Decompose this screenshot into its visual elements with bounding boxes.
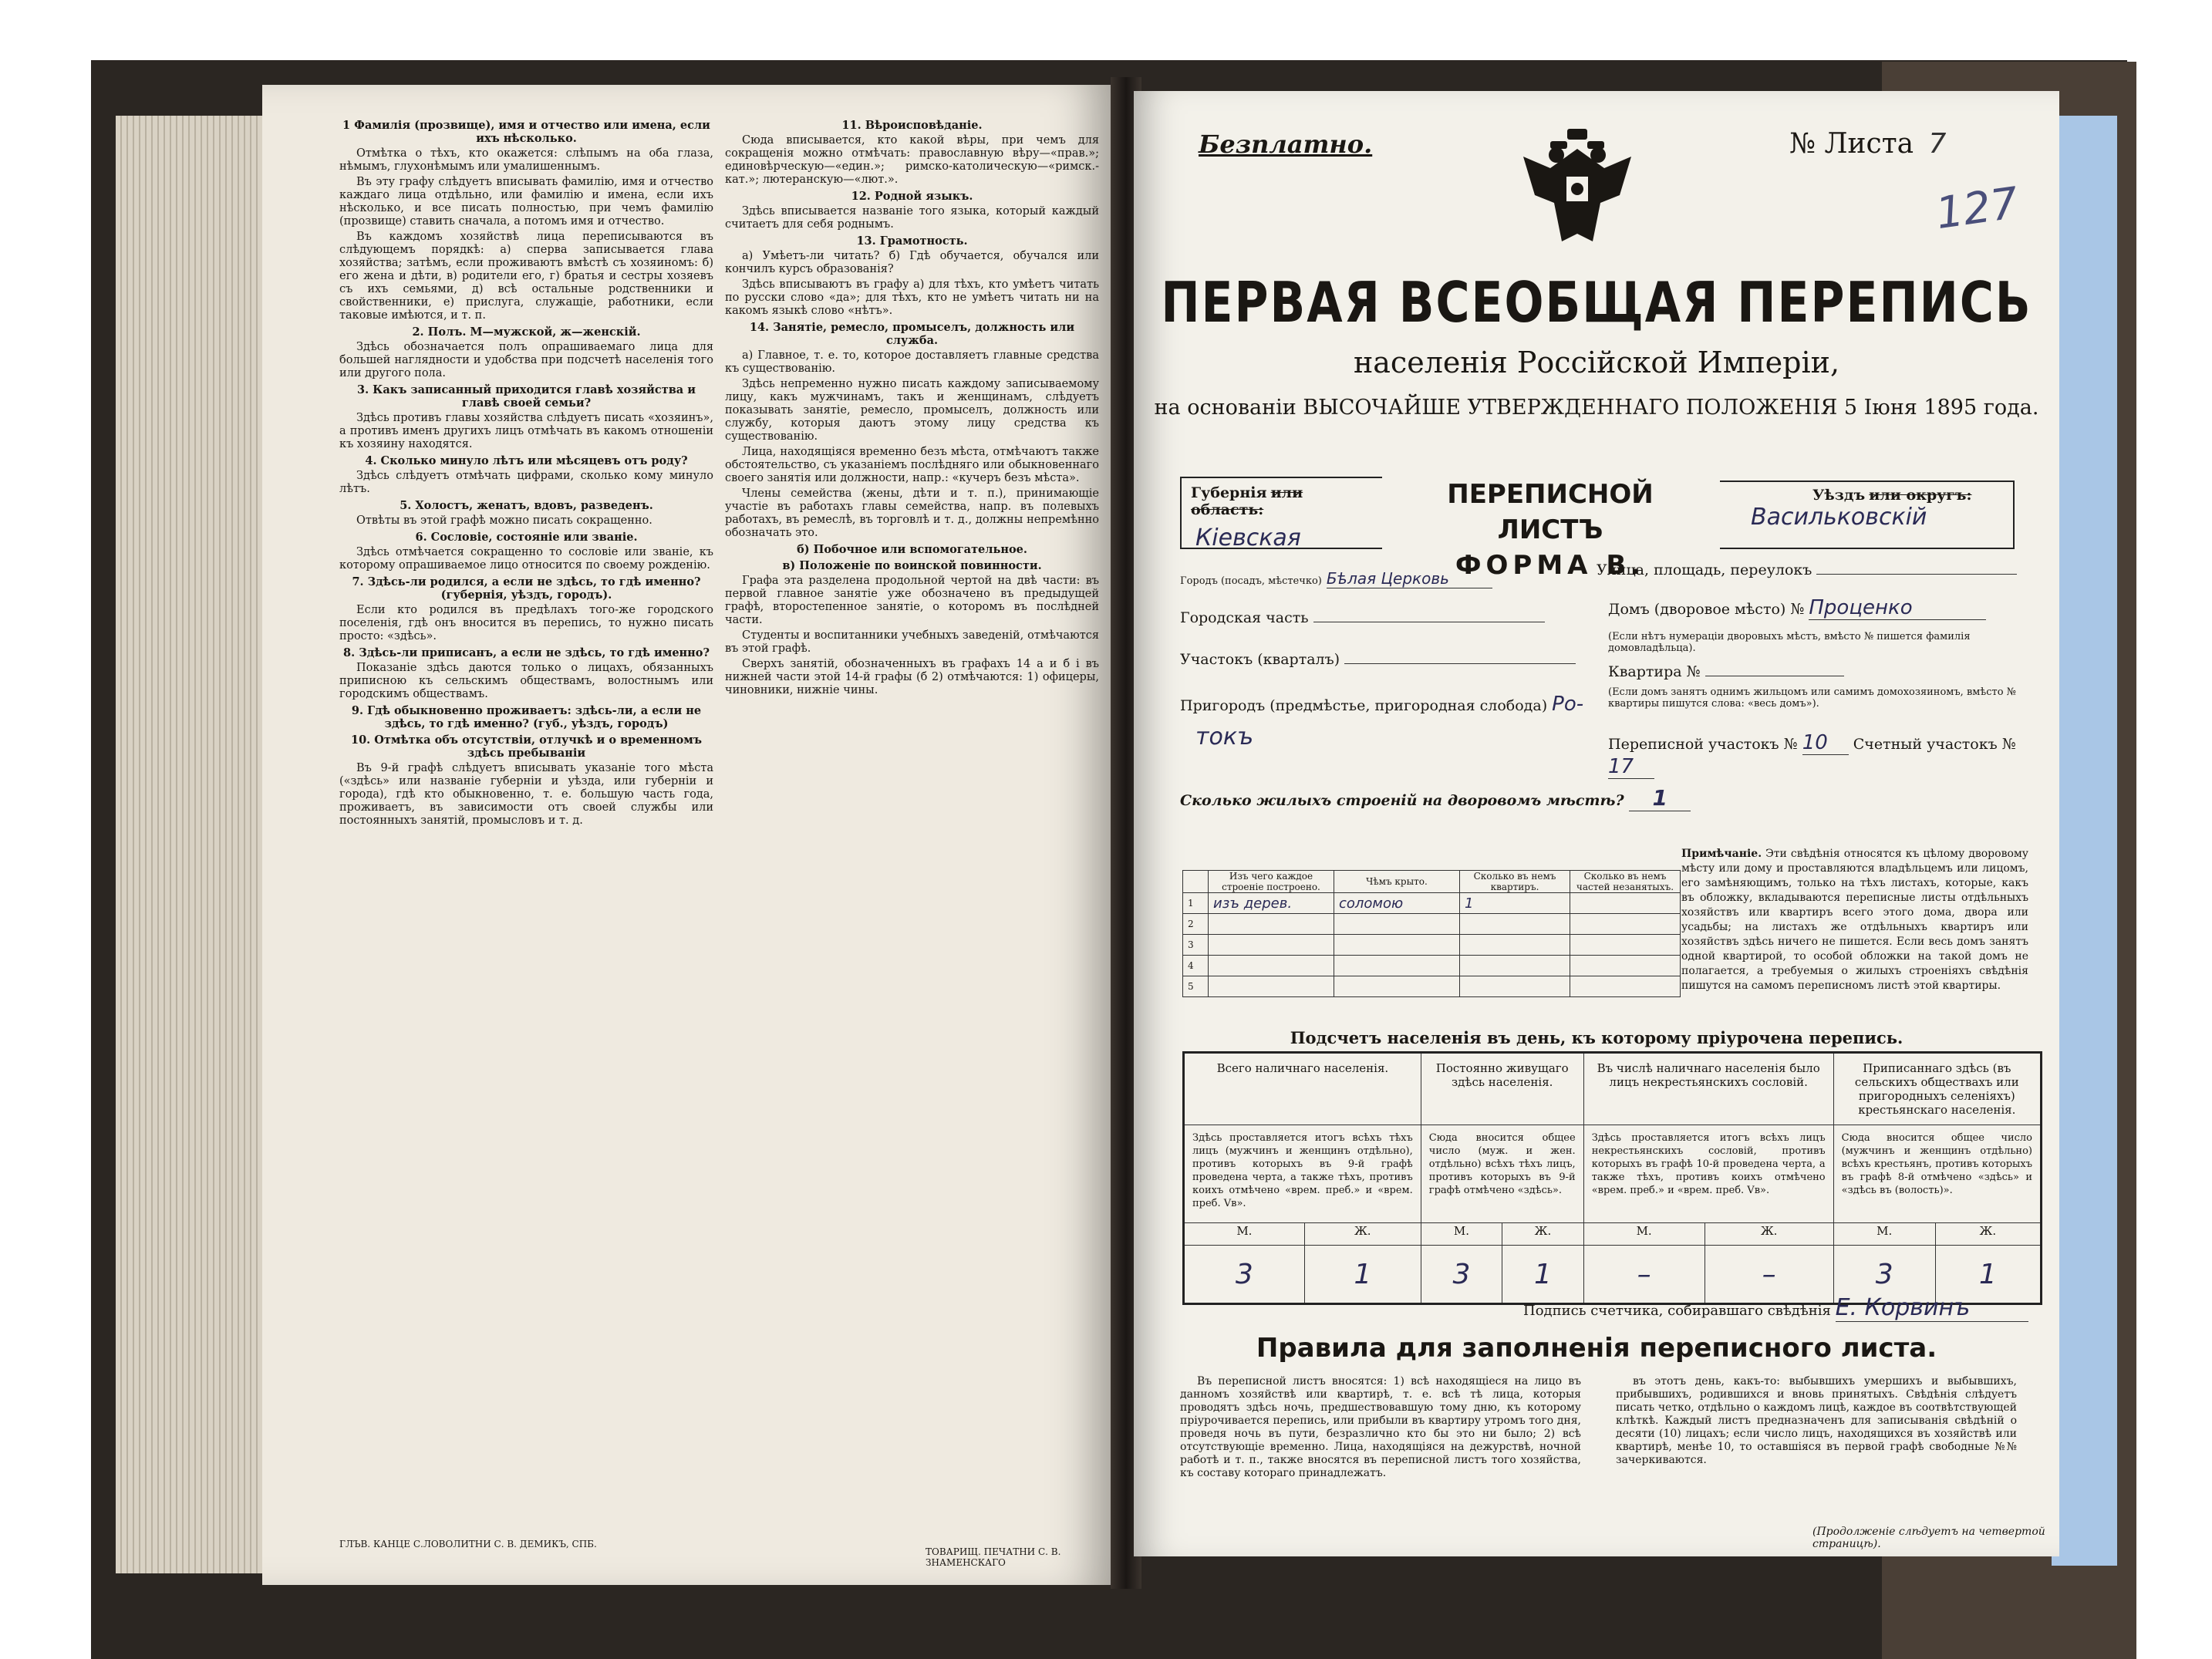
population-value-cell: 3	[1833, 1246, 1935, 1304]
buildings-row	[1180, 785, 1691, 811]
instruction-paragraph: Сюда вписывается, кто какой вѣры, при чемъ для сокращенія можно отмѣчать: православную вѣру—«прав.»; единовѣрческую—«един.»; римско-католическую—«римск.-кат.»; лютеранскую—«лют.».	[725, 134, 1099, 186]
population-value-cell: 1	[1935, 1246, 2041, 1304]
province-box	[1180, 477, 1382, 549]
census-district-value: 10	[1802, 731, 1849, 755]
district-value: Васильковскій	[1751, 504, 1927, 531]
house-value: Проценко	[1809, 596, 1986, 620]
instruction-paragraph: Показаніе здѣсь даются только о лицахъ, обязанныхъ приписною къ сельскимъ обществамъ, волостнымъ или городскимъ обществамъ.	[339, 662, 713, 700]
district-box	[1720, 481, 2015, 549]
rules-continuation: (Продолженіе слѣдуетъ на четвертой страницѣ).	[1812, 1526, 2045, 1550]
province-label: Губернія	[1191, 484, 1267, 501]
signature-label: Подпись счетчика, собиравшаго свѣдѣнія	[1523, 1303, 1831, 1319]
buildings-cell	[1460, 914, 1570, 935]
instruction-paragraph: Здѣсь вписываютъ въ графу а) для тѣхъ, кто умѣетъ читать по русски слово «да»; для тѣхъ, кто не умѣетъ читать ни на какомъ языкѣ слово «нѣтъ».	[725, 278, 1099, 317]
rules-column-right	[1616, 1375, 2017, 1467]
buildings-cell	[1460, 956, 1570, 976]
section-heading: 8. Здѣсь-ли приписанъ, а если не здѣсь, то гдѣ именно?	[343, 646, 710, 659]
buildings-cell	[1334, 976, 1460, 997]
sheet-number	[1789, 128, 1946, 160]
buildings-note	[1681, 847, 2028, 993]
buildings-header-cell: Изъ чего каждое строеніе построено.	[1209, 871, 1334, 893]
section-heading: 2. Полъ. М—мужской, ж—женскій.	[412, 325, 641, 339]
section-heading: 14. Занятіе, ремесло, промыселъ, должность или служба.	[749, 321, 1075, 347]
census-title: ПЕРВАЯ ВСЕОБЩАЯ ПЕРЕПИСЬ	[1161, 271, 2032, 336]
buildings-cell: 1	[1183, 893, 1209, 914]
free-of-charge-label: Безплатно.	[1199, 130, 1373, 159]
buildings-cell	[1209, 914, 1334, 935]
instructions-column-left	[339, 116, 713, 830]
instruction-paragraph: Отмѣтка о тѣхъ, кто окажется: слѣпымъ на оба глаза, нѣмымъ, глухонѣмымъ или умалишеннымъ.	[339, 147, 713, 173]
population-value-cell: 1	[1502, 1246, 1583, 1304]
province-label-struck: или область:	[1191, 484, 1303, 518]
sex-column-header: Ж.	[1705, 1223, 1833, 1246]
census-subtitle: населенія Россійской Имперіи,	[1353, 346, 1840, 379]
population-description-cell: Сюда вносится общее число (мужчинъ и женщинъ отдѣльно) всѣхъ крестьянъ, противъ которыхъ въ графѣ 8-й отмѣчено «здѣсь» и «здѣсь въ (волость)».	[1833, 1125, 2041, 1223]
table-row	[1183, 976, 1681, 997]
buildings-cell: 4	[1183, 956, 1209, 976]
suburb-row	[1180, 693, 1583, 716]
house-row	[1608, 596, 1986, 620]
instruction-paragraph: Сверхъ занятій, обозначенныхъ въ графахъ 14 а и б і въ нижней части этой 14-й графы (б 2) отмѣчаются: 1) офицеры, чиновники, нижніе чины.	[725, 658, 1099, 696]
count-district-label: Счетный участокъ №	[1853, 736, 2016, 753]
house-note: (Если нѣтъ нумераціи дворовыхъ мѣстъ, вмѣсто № пишется фамилія домовладѣльца).	[1608, 631, 1971, 654]
street-row	[1597, 561, 2017, 578]
instruction-paragraph: а) Умѣетъ-ли читать? б) Гдѣ обучается, обучался или кончилъ курсъ образованія?	[725, 250, 1099, 275]
table-row	[1183, 956, 1681, 976]
sex-column-header: Ж.	[1304, 1223, 1421, 1246]
buildings-cell	[1570, 935, 1681, 956]
instruction-paragraph: Если кто родился въ предѣлахъ того-же городского поселенія, гдѣ онъ вносится въ перепись, то нужно писать просто: «здѣсь».	[339, 604, 713, 642]
census-form-page	[1134, 91, 2059, 1556]
table-row	[1183, 914, 1681, 935]
suburb-value-line1: Ро-	[1552, 693, 1584, 716]
note-label: Примѣчаніе.	[1681, 848, 1762, 860]
section-heading: 11. Вѣроисповѣданіе.	[841, 119, 983, 132]
population-value-cell: 3	[1421, 1246, 1502, 1304]
population-description-cell: Сюда вносится общее число (муж. и жен. отдѣльно) всѣхъ тѣхъ лицъ, противъ которыхъ въ 9-й графѣ отмѣчено «здѣсь».	[1421, 1125, 1583, 1223]
population-description-cell: Здѣсь проставляется итогъ всѣхъ тѣхъ лицъ (мужчинъ и женщинъ отдѣльно), противъ которыхъ въ 9-й графѣ проведена черта, а также тѣхъ, противъ коихъ отмѣчено «врем. преб.» и «врем. преб. Vв».	[1184, 1125, 1421, 1223]
instruction-paragraph: Здѣсь противъ главы хозяйства слѣдуетъ писать «хозяинъ», а противъ именъ другихъ лицъ отмѣчать въ какомъ отношеніи къ хозяину находятся.	[339, 412, 713, 450]
buildings-cell	[1209, 956, 1334, 976]
buildings-cell	[1334, 935, 1460, 956]
sex-column-header: Ж.	[1502, 1223, 1583, 1246]
buildings-header-cell	[1183, 871, 1209, 893]
population-count-title: Подсчетъ населенія въ день, къ которому пріурочена перепись.	[1290, 1028, 1903, 1047]
population-value-cell: –	[1705, 1246, 1833, 1304]
buildings-cell: 3	[1183, 935, 1209, 956]
sex-column-header: М.	[1184, 1223, 1305, 1246]
section-heading: 12. Родной языкъ.	[851, 190, 973, 203]
precinct-row	[1180, 651, 1576, 668]
left-page-instructions	[262, 85, 1118, 1585]
population-value-cell: 3	[1184, 1246, 1305, 1304]
instructions-column-right	[725, 116, 1099, 700]
blue-backing-sheet	[2052, 116, 2117, 1566]
sheet-number-value: 7	[1928, 128, 1947, 160]
table-row	[1183, 935, 1681, 956]
population-value-cell: –	[1583, 1246, 1705, 1304]
population-description-cell: Здѣсь проставляется итогъ всѣхъ лицъ некрестьянскихъ сословій, противъ которыхъ въ графѣ 10-й проведена черта, а также тѣхъ, противъ коихъ отмѣчено «врем. преб.» и «врем. преб. Vв».	[1583, 1125, 1833, 1223]
population-header-cell: Постоянно живущаго здѣсь населенія.	[1421, 1053, 1583, 1125]
census-district-row	[1608, 731, 2059, 779]
count-district-value: 17	[1608, 755, 1654, 779]
instruction-paragraph: Здѣсь слѣдуетъ отмѣчать цифрами, сколько кому минуло лѣтъ.	[339, 470, 713, 495]
book-page-edges	[116, 116, 278, 1573]
buildings-table	[1182, 870, 1681, 997]
town-label: Городъ (посадъ, мѣстечко)	[1180, 575, 1322, 587]
instruction-paragraph: Здѣсь отмѣчается сокращенно то сословіе или званіе, къ которому опрашиваемое лицо относится по своему рожденію.	[339, 546, 713, 572]
rules-text-right: въ этотъ день, какъ-то: выбывшихъ умершихъ и выбывшихъ, прибывшихъ, родившихся и вновь принятыхъ. Свѣдѣнія слѣдуетъ писать четко, отдѣльно о каждомъ лицѣ, каждое въ соотвѣтствующей клѣткѣ. Каждый листъ предназначенъ для записыванія свѣдѣній о десяти (10) лицахъ; если число лицъ, находящихся въ хозяйствѣ или квартирѣ, менѣе 10, то оставшіяся въ первой графѣ свободные №№ зачеркиваются.	[1616, 1375, 2017, 1466]
buildings-value: 1	[1629, 785, 1691, 811]
note-text: Эти свѣдѣнія относятся къ цѣлому дворовому мѣсту или дому и проставляются владѣльцемъ или лицомъ, его замѣняющимъ, только на тѣхъ листахъ, которые, какъ въ обложку, вкладываются переписные листы отдѣльныхъ хозяйствъ или квартиръ всего этого дома, двора или усадьбы; на листахъ же отдѣльныхъ квартиръ или хозяйствъ здѣсь ничего не пишется. Если весь домъ занятъ одной квартирой, то особой обложки на такой домъ не полагается, а требуемыя о жилыхъ строеніяхъ свѣдѣнія пишутся на самомъ переписномъ листѣ этой квартиры.	[1681, 848, 2029, 992]
section-heading: 7. Здѣсь-ли родился, а если не здѣсь, то гдѣ именно? (губернія, уѣздъ, городъ).	[352, 575, 701, 602]
rules-column-left	[1180, 1375, 1581, 1480]
buildings-label: Сколько жилыхъ строеній на дворовомъ мѣстѣ?	[1180, 792, 1624, 809]
instruction-paragraph: Въ каждомъ хозяйствѣ лица переписываются въ слѣдующемъ порядкѣ: а) сперва записывается глава хозяйства; затѣмъ, если проживаютъ вмѣстѣ съ хозяиномъ: б) его жена и дѣти, в) родители его, г) братья и сестры хозяевъ съ ихъ семьями, д) всѣ остальные родственники и свойственники, е) прислуга, служащіе, работники, если таковые имѣются, и т. п.	[339, 231, 713, 322]
instruction-paragraph: Здѣсь вписывается названіе того языка, который каждый считаетъ для себя роднымъ.	[725, 205, 1099, 231]
section-heading: 3. Какъ записанный приходится главѣ хозяйства и главѣ своей семьи?	[357, 383, 696, 410]
buildings-cell	[1334, 914, 1460, 935]
apartment-note: (Если домъ занятъ однимъ жильцомъ или самимъ домохозяиномъ, вмѣсто № квартиры пишутся слова: «весь домъ»).	[1608, 686, 2016, 710]
instruction-paragraph: Здѣсь непременно нужно писать каждому записываемому лицу, какъ мужчинамъ, такъ и женщинамъ, слѣдуетъ показывать занятіе, ремесло, промыселъ, должность или службу, которыя даютъ этому лицу средства къ существованію.	[725, 378, 1099, 443]
census-district-label: Переписной участокъ №	[1608, 736, 1798, 753]
population-value-cell: 1	[1304, 1246, 1421, 1304]
instruction-paragraph: Лица, находящіяся временно безъ мѣста, отмѣчаютъ также обстоятельство, съ указаніемъ послѣдняго или обыкновеннаго своего занятія или должности, напр.: «кучеръ безъ мѣста».	[725, 446, 1099, 484]
instruction-paragraph: Отвѣты въ этой графѣ можно писать сокращенно.	[356, 514, 652, 527]
city-part-label: Городская часть	[1180, 609, 1309, 626]
instruction-paragraph: Здѣсь обозначается полъ опрашиваемаго лица для большей наглядности и удобства при подсчетѣ населенія того или другого пола.	[339, 341, 713, 379]
instruction-paragraph: Графа эта разделена продольной чертой на двѣ части: въ первой главное занятіе уже обозначено въ предыдущей графѣ, второстепенное занятіе, о которомъ въ послѣдней части.	[725, 575, 1099, 626]
rules-text-left: Въ переписной листъ вносятся: 1) всѣ находящіеся на лицо въ данномъ хозяйствѣ или квартирѣ, т. е. всѣ тѣ лица, которыя проводятъ здѣсь ночь, предшествовавшую тому дню, къ которому пріурочивается перепись, или прибыли въ квартиру утромъ того дня, проведя ночь въ пути, безразлично кто бы это ни было; 2) всѣ отсутствующіе временно. Лица, находящіяся на дежурствѣ, ночной работѣ и т. п., также вносятся въ переписной листъ того хозяйства, къ составу котораго принадлежатъ.	[1180, 1375, 1581, 1479]
buildings-cell	[1570, 914, 1681, 935]
buildings-cell	[1209, 976, 1334, 997]
instruction-paragraph: а) Главное, т. е. то, которое доставляетъ главные средства къ существованію.	[725, 349, 1099, 375]
city-part-row	[1180, 609, 1545, 626]
buildings-cell	[1570, 893, 1681, 914]
instruction-paragraph: Въ 9-й графѣ слѣдуетъ вписывать указаніе того мѣста («здѣсь» или названіе губерніи и уѣзда, или губерніи и города), гдѣ кто обыкновенно, т. е. большую часть года, проживаетъ, въ зависимости отъ своей службы или постоянныхъ занятій, промысловъ и т. д.	[339, 762, 713, 827]
buildings-cell	[1209, 935, 1334, 956]
signature-value: Е. Корвинъ	[1836, 1294, 2028, 1322]
buildings-cell: 5	[1183, 976, 1209, 997]
suburb-value-line2: токъ	[1195, 723, 1254, 750]
buildings-cell: соломою	[1334, 893, 1460, 914]
right-column-printer-footer: ТОВАРИЩ. ПЕЧАТНИ С. В. ЗНАМЕНСКАГО	[926, 1546, 1061, 1568]
section-heading: 13. Грамотность.	[856, 234, 968, 248]
table-row	[1183, 893, 1681, 914]
town-value: Бѣлая Церковь	[1327, 569, 1492, 588]
buildings-cell	[1570, 956, 1681, 976]
town-row	[1180, 569, 1492, 588]
province-value: Кіевская	[1195, 524, 1301, 551]
left-page-printer-footer: ГЛЪВ. КАНЦЕ С.ЛОВОЛИТНИ С. В. ДЕМИКЪ, СПБ.	[339, 1539, 597, 1549]
instruction-paragraph: Въ эту графу слѣдуетъ вписывать фамилію, имя и отчество каждаго лица отдѣльно, или фамилію и имена, если ихъ нѣсколько, и все писать полностью, при чемъ фамилію (прозвище) ставить сначала, а потомъ имя и отчество.	[339, 176, 713, 228]
sex-column-header: М.	[1421, 1223, 1502, 1246]
buildings-cell	[1570, 976, 1681, 997]
buildings-cell: 2	[1183, 914, 1209, 935]
rules-title: Правила для заполненія переписного листа.	[1256, 1333, 1937, 1364]
buildings-header-cell: Чѣмъ крыто.	[1334, 871, 1460, 893]
buildings-header-cell: Сколько въ немъ частей незанятыхъ.	[1570, 871, 1681, 893]
precinct-label: Участокъ (кварталъ)	[1180, 651, 1340, 668]
house-label: Домъ (дворовое мѣсто) №	[1608, 601, 1805, 618]
buildings-cell	[1334, 956, 1460, 976]
buildings-cell	[1460, 976, 1570, 997]
district-label: Уѣздъ	[1812, 487, 1866, 504]
section-heading: 5. Холостъ, женатъ, вдовъ, разведенъ.	[400, 499, 653, 512]
sex-column-header: М.	[1583, 1223, 1705, 1246]
section-heading: 6. Сословіе, состояніе или званіе.	[415, 531, 638, 544]
population-header-cell: Приписаннаго здѣсь (въ сельскихъ обществахъ или пригородныхъ селеніяхъ) крестьянскаго населенія.	[1833, 1053, 2041, 1125]
imperial-eagle-emblem	[1519, 126, 1635, 249]
population-count-table	[1182, 1051, 2042, 1305]
census-basis: на основаніи ВЫСОЧАЙШЕ УТВЕРЖДЕННАГО ПОЛОЖЕНІЯ 5 Іюня 1895 года.	[1154, 396, 2039, 420]
form-title-line2: ФОРМА В.	[1455, 550, 1646, 581]
apartment-label: Квартира №	[1608, 663, 1701, 680]
buildings-cell: изъ дерев.	[1209, 893, 1334, 914]
section-heading: в) Положеніе по воинской повинности.	[782, 559, 1042, 572]
enumerator-signature-row	[1523, 1294, 2028, 1322]
section-heading: 1 Фамилія (прозвище), имя и отчество или имена, если ихъ нѣсколько.	[342, 119, 710, 145]
buildings-cell: 1	[1460, 893, 1570, 914]
street-label: Улица, площадь, переулокъ	[1597, 561, 1812, 578]
buildings-header-cell: Сколько въ немъ квартиръ.	[1460, 871, 1570, 893]
form-title-line1: ПЕРЕПИСНОЙ ЛИСТЪ	[1447, 479, 1654, 545]
section-heading: б) Побочное или вспомогательное.	[797, 543, 1027, 556]
population-header-cell: Всего наличнаго населенія.	[1184, 1053, 1421, 1125]
section-heading: 4. Сколько минуло лѣтъ или мѣсяцевъ отъ роду?	[365, 454, 688, 467]
archive-page-number: 127	[1932, 177, 2021, 240]
sheet-number-label: № Листа	[1789, 128, 1914, 160]
buildings-cell	[1460, 935, 1570, 956]
apartment-row	[1608, 663, 1844, 680]
section-heading: 10. Отмѣтка объ отсутствіи, отлучкѣ и о временномъ здѣсь пребываніи	[351, 733, 702, 760]
instruction-paragraph: Студенты и воспитанники учебныхъ заведеній, отмѣчаются въ этой графѣ.	[725, 629, 1099, 655]
sex-column-header: Ж.	[1935, 1223, 2041, 1246]
sex-column-header: М.	[1833, 1223, 1935, 1246]
suburb-label: Пригородъ (предмѣстье, пригородная слобода)	[1180, 697, 1548, 714]
district-label-struck: или округъ:	[1869, 487, 1972, 504]
population-header-cell: Въ числѣ наличнаго населенія было лицъ некрестьянскихъ сословій.	[1583, 1053, 1833, 1125]
instruction-paragraph: Члены семейства (жены, дѣти и т. п.), принимающіе участіе въ работахъ главы семейства, напр. въ полевыхъ работахъ, въ ремеслѣ, въ торговлѣ и т. д., должны непремѣнно обозначать это.	[725, 487, 1099, 539]
section-heading: 9. Гдѣ обыкновенно проживаетъ: здѣсь-ли, а если не здѣсь, то гдѣ именно? (губ., уѣздъ, городъ)	[351, 704, 702, 730]
